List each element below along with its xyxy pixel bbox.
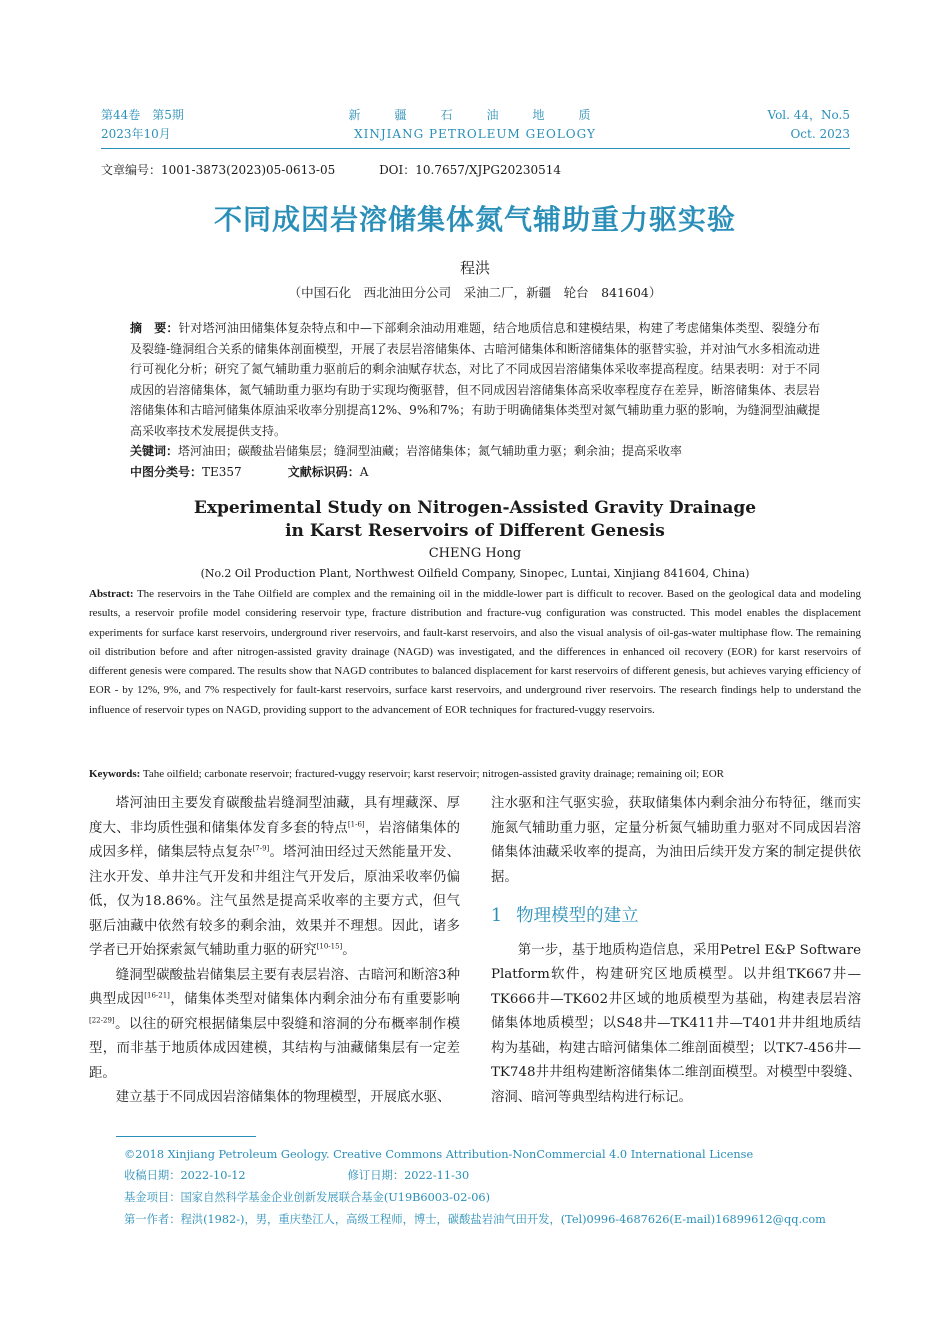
- clc-label: 中图分类号：: [130, 464, 203, 479]
- issue-info: [101, 106, 301, 144]
- citation: [22-29]: [89, 1016, 115, 1025]
- received-date: 收稿日期：2022-10-12: [124, 1169, 246, 1182]
- keywords-en-text: Tahe oilfield; carbonate reservoir; fractured-vuggy reservoir; karst reservoir; nitrogen-assisted gravity drainage; remaining oil; EOR: [140, 768, 724, 780]
- body-column-left: [89, 792, 460, 1111]
- article-number: 文章编号：1001-3873(2023)05-0613-05: [101, 163, 336, 177]
- doi: DOI：10.7657/XJPG20230514: [379, 163, 562, 177]
- abstract-en: [89, 585, 861, 720]
- dates-note: [124, 1165, 894, 1187]
- citation: [7-9]: [252, 844, 270, 853]
- keywords-en-label: Keywords:: [89, 768, 141, 780]
- title-en: [0, 497, 950, 543]
- citation: [1-6]: [347, 820, 365, 829]
- body-column-right: [491, 792, 861, 1110]
- paragraph-1: 塔河油田主要发育碳酸盐岩缝洞型油藏，具有埋藏深、厚度大、非均质性强和储集体发育多套的特点[1-6]，岩溶储集体的成因多样，储集层特点复杂[7-9]。塔河油田经过天然能量开发、注水开发、单井注气开发和井组注气开发后，原油采收率仍偏低，仅为18.86%。注气虽然是提高采收率的主要方式，但气驱后油藏中依然有较多的剩余油，效果并不理想。因此，诸多学者已开始探索氮气辅助重力驱的研究[10-15]。: [89, 796, 461, 958]
- issue-date-en: Oct. 2023: [790, 127, 850, 141]
- title-en-line1: Experimental Study on Nitrogen-Assisted Gravity Drainage: [193, 498, 757, 518]
- paragraph-3-continued: 注水驱和注气驱实验，获取储集体内剩余油分布特征，继而实施氮气辅助重力驱，定量分析氮气辅助重力驱对不同成因岩溶储集体油藏采收率的提高，为油田后续开发方案的制定提供依据。: [491, 796, 861, 885]
- abstract-cn-text: 针对塔河油田储集体复杂特点和中—下部剩余油动用难题，结合地质信息和建模结果，构建了考虑储集体类型、裂缝分布及裂缝-缝洞组合关系的储集体剖面模型，开展了表层岩溶储集体、古暗河储集体和断溶储集体的驱替实验，并对油气水多相流动进行可视化分析；研究了氮气辅助重力驱前后的剩余油赋存状态，对比了不同成因岩溶储集体采收率提高程度。结果表明：对于不同成因的岩溶储集体，氮气辅助重力驱均有助于实现均衡驱替，但不同成因岩溶储集体高采收率程度存在差异，断溶储集体、表层岩溶储集体和古暗河储集体原油采收率分别提高12%、9%和7%；有助于明确储集体类型对氮气辅助重力驱的影响，为缝洞型油藏提高采收率技术发展提供支持。: [130, 321, 820, 438]
- issue-info-en: [650, 106, 850, 144]
- affiliation-cn: （中国石化 西北油田分公司 采油二厂，新疆 轮台 841604）: [288, 285, 662, 300]
- citation: [16-21]: [144, 991, 170, 1000]
- affiliation-en: (No.2 Oil Production Plant, Northwest Oilfield Company, Sinopec, Luntai, Xinjiang 841604, China): [200, 567, 750, 580]
- doc-code-label: 文献标识码：: [287, 464, 360, 479]
- section-heading-1: 1 物理模型的建立: [491, 906, 639, 926]
- first-author-note: 第一作者：程洪(1982-)，男，重庆垫江人，高级工程师，博士，碳酸盐岩油气田开发，(Tel)0996-4687626(E-mail)16899612@qq.com: [124, 1213, 826, 1226]
- author-cn: 程洪: [459, 259, 490, 277]
- clc-value: TE357: [202, 464, 242, 479]
- footnote-rule: [116, 1136, 256, 1137]
- doc-code-value: A: [359, 464, 369, 479]
- keywords-cn-label: 关键词：: [130, 444, 179, 458]
- license-note: ©2018 Xinjiang Petroleum Geology. Creative Commons Attribution-NonCommercial 4.0 International License: [124, 1148, 754, 1161]
- title-cn: 不同成因岩溶储集体氮气辅助重力驱实验: [213, 203, 736, 236]
- paragraph-2: 缝洞型碳酸盐岩储集层主要有表层岩溶、古暗河和断溶3种典型成因[16-21]，储集体类型对储集体内剩余油分布有重要影响[22-29]。以往的研究根据储集层中裂缝和溶洞的分布概率制作模型，而非基于地质体成因建模，其结构与油藏储集层有一定差距。: [89, 967, 461, 1081]
- journal-name-cn: 新 疆 石 油 地 质: [348, 108, 602, 122]
- revised-date: 修订日期：2022-11-30: [347, 1169, 470, 1182]
- abstract-en-label: Abstract:: [89, 588, 134, 600]
- article-meta: [101, 161, 601, 178]
- header-rule: [101, 148, 850, 149]
- journal-name-en: XINJIANG PETROLEUM GEOLOGY: [354, 127, 596, 141]
- abstract-cn-label: 摘 要：: [130, 321, 179, 335]
- journal-name: [300, 106, 650, 144]
- volume-issue: 第44卷 第5期: [101, 108, 184, 122]
- keywords-cn: 塔河油田；碳酸盐岩储集层；缝洞型油藏；岩溶储集体；氮气辅助重力驱；剩余油；提高采收率: [178, 444, 683, 458]
- abstract-en-text: The reservoirs in the Tahe Oilfield are complex and the remaining oil in the middle-lower part is difficult to recover. Based on the geological data and modeling results, a reservoir profile model considering reservoir type, fracture distribution and fracture-vug configuration was constructed. This model enables the displacement experiments for surface karst reservoirs, underground river reservoirs, and fault-karst reservoirs, and also the visual analysis of oil-gas-water multiphase flow. The remaining oil distribution before and after nitrogen-assisted gravity drainage (NAGD) was investigated, and the differences in enhanced oil recovery (EOR) for karst reservoirs of different genesis were compared. The results show that NAGD contributes to balanced displacement for karst reservoirs of different genesis, but achieves varying efficiency of EOR - by 12%, 9%, and 7% respectively for fault-karst reservoirs, surface karst reservoirs, and underground river reservoirs. The research findings help to understand the influence of reservoir types on NAGD, providing support to the advancement of EOR techniques for fractured-vuggy reservoirs.: [89, 588, 861, 716]
- citation: [10-15]: [316, 942, 343, 951]
- keywords-en: [89, 766, 869, 782]
- volume-issue-en: Vol. 44，No.5: [767, 108, 850, 122]
- paragraph-3: 建立基于不同成因岩溶储集体的物理模型，开展底水驱、: [115, 1090, 451, 1105]
- fund-note: 基金项目：国家自然科学基金企业创新发展联合基金(U19B6003-02-06): [124, 1191, 490, 1204]
- issue-date: 2023年10月: [101, 127, 171, 141]
- abstract-cn: [130, 318, 820, 482]
- title-en-line2: in Karst Reservoirs of Different Genesis: [285, 521, 665, 541]
- paragraph-4: 第一步，基于地质构造信息，采用Petrel E&P Software Platform软件，构建研究区地质模型。以井组TK667井—TK666井—TK602井区域的地质模型为基础，构建表层岩溶储集体地质模型；以S48井—TK411井—T401井井组地质结构为基础，构建古暗河储集体二维剖面模型；以TK7-456井—TK748井井组构建断溶储集体二维剖面模型。对模型中裂缝、溶洞、暗河等典型结构进行标记。: [491, 942, 861, 1105]
- author-en: CHENG Hong: [428, 546, 522, 561]
